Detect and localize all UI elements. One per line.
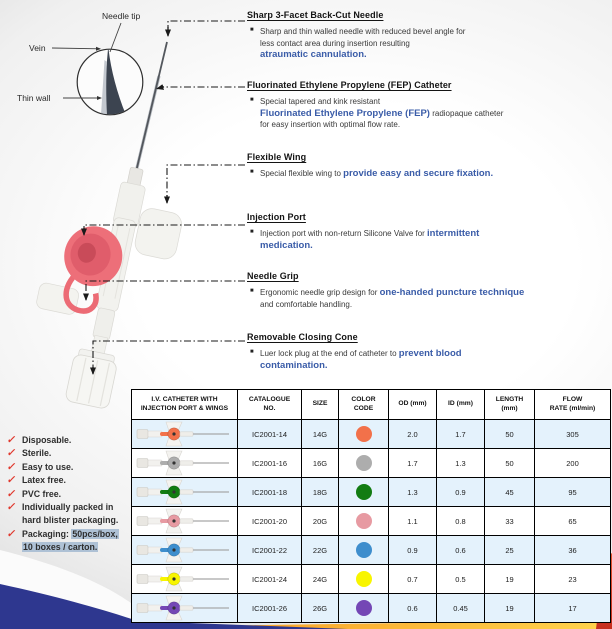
needle-shaft-illustration (135, 42, 167, 176)
feature-section (247, 332, 607, 371)
length-cell: 25 (485, 536, 535, 565)
column-header: SIZE (302, 390, 339, 420)
table-header-row (132, 390, 611, 420)
text-line: Sharp and thin walled needle with reduced bevel angle for (260, 27, 466, 36)
length-cell: 50 (485, 449, 535, 478)
od-cell: 1.1 (389, 507, 437, 536)
table-row (132, 449, 611, 478)
text-line: Fluorinated Ethylene Propylene (FEP) radiopaque catheter (260, 107, 504, 119)
device-image-cell (132, 449, 238, 478)
text-line: Easy to use. (22, 461, 74, 472)
text-line: Ergonomic needle grip design for one-handed puncture technique (260, 287, 525, 298)
feature-title: Needle Grip (247, 271, 299, 281)
bullet-icon: ■ (250, 288, 254, 294)
checklist-item (7, 447, 135, 460)
column-header: I.V. CATHETER WITH INJECTION PORT & WINGS (132, 390, 238, 420)
catalogue-cell: IC2001-18 (238, 478, 302, 507)
id-cell: 1.7 (437, 420, 485, 449)
text-line: Packaging: 50pcs/box, (22, 528, 118, 539)
needle-tip-pointer-line (110, 23, 121, 52)
text-line: and comfortable handling. (260, 299, 353, 309)
catalogue-cell: IC2001-22 (238, 536, 302, 565)
device-image-cell (132, 565, 238, 594)
leader-closing-cone (93, 341, 245, 368)
text-line: for easy insertion with optimal flow rate. (260, 120, 401, 129)
table-row (132, 507, 611, 536)
text-line: hard blister packaging. (22, 515, 119, 526)
color-code-dot (356, 513, 372, 529)
color-code-cell (339, 449, 389, 478)
column-header: LENGTH (mm) (485, 390, 535, 420)
length-cell: 33 (485, 507, 535, 536)
text-line: Special tapered and kink resistant (260, 97, 381, 106)
color-code-dot (356, 484, 372, 500)
feature-section (247, 152, 607, 180)
color-code-dot (356, 455, 372, 471)
text-line: Luer lock plug at the end of catheter to prevent blood (260, 348, 462, 359)
text-line: 10 boxes / carton. (23, 542, 98, 553)
device-image-cell (132, 478, 238, 507)
column-header: COLOR CODE (339, 390, 389, 420)
flow-cell: 95 (535, 478, 611, 507)
color-code-dot (356, 600, 372, 616)
device-image-cell (132, 536, 238, 565)
color-code-cell (339, 536, 389, 565)
size-cell: 20G (302, 507, 339, 536)
checklist-item (7, 528, 135, 555)
text-line: Latex free. (22, 475, 67, 486)
table-row (132, 565, 611, 594)
catheter-thumbnail (136, 421, 234, 447)
size-cell: 22G (302, 536, 339, 565)
checkmark-icon: ✓ (5, 447, 18, 460)
table-row (132, 536, 611, 565)
catheter-thumbnail (136, 479, 234, 505)
column-header: OD (mm) (389, 390, 437, 420)
checkmark-icon: ✓ (5, 460, 18, 473)
color-code-cell (339, 478, 389, 507)
id-cell: 0.9 (437, 478, 485, 507)
feature-title: Sharp 3-Facet Back-Cut Needle (247, 10, 384, 20)
thin-wall-label: Thin wall (17, 93, 51, 103)
color-code-cell (339, 565, 389, 594)
needle-tip-label: Needle tip (102, 11, 141, 21)
size-cell: 14G (302, 420, 339, 449)
feature-section (247, 271, 607, 310)
features-column (247, 0, 607, 388)
size-cell: 26G (302, 594, 339, 623)
text-line: Disposable. (22, 435, 72, 445)
specification-table (131, 389, 611, 623)
color-code-cell (339, 507, 389, 536)
id-cell: 1.3 (437, 449, 485, 478)
od-cell: 1.7 (389, 449, 437, 478)
checkmark-icon: ✓ (5, 501, 18, 514)
bullet-icon: ■ (250, 97, 254, 103)
bullet-icon: ■ (250, 349, 254, 355)
checklist-item (7, 501, 135, 528)
catheter-thumbnail (136, 508, 234, 534)
catheter-thumbnail (136, 450, 234, 476)
text-line: medication. (260, 239, 313, 251)
length-cell: 50 (485, 420, 535, 449)
size-cell: 16G (302, 449, 339, 478)
flow-cell: 17 (535, 594, 611, 623)
vein-label: Vein (29, 43, 46, 53)
id-cell: 0.45 (437, 594, 485, 623)
size-cell: 24G (302, 565, 339, 594)
leader-sharp-needle (168, 21, 245, 28)
column-header: ID (mm) (437, 390, 485, 420)
od-cell: 2.0 (389, 420, 437, 449)
flow-cell: 200 (535, 449, 611, 478)
id-cell: 0.5 (437, 565, 485, 594)
od-cell: 0.7 (389, 565, 437, 594)
column-header: CATALOGUE NO. (238, 390, 302, 420)
checkmark-icon: ✓ (5, 487, 18, 500)
closing-cone (65, 353, 118, 409)
checklist-item (7, 488, 135, 501)
checklist-item (7, 461, 135, 474)
product-checklist (7, 434, 135, 555)
text-line: atraumatic cannulation. (260, 49, 367, 60)
size-cell: 18G (302, 478, 339, 507)
checkmark-icon: ✓ (5, 527, 18, 540)
vein-pointer-line (52, 48, 100, 49)
feature-title: Injection Port (247, 212, 306, 222)
color-code-dot (356, 542, 372, 558)
color-code-dot (356, 571, 372, 587)
color-code-cell (339, 594, 389, 623)
feature-section (247, 212, 607, 251)
feature-title: Removable Closing Cone (247, 332, 358, 342)
catheter-thumbnail (136, 537, 234, 563)
color-code-dot (356, 426, 372, 442)
length-cell: 19 (485, 594, 535, 623)
od-cell: 0.9 (389, 536, 437, 565)
flow-cell: 305 (535, 420, 611, 449)
od-cell: 0.6 (389, 594, 437, 623)
leader-flexible-wing (167, 165, 245, 196)
catheter-device-illustration (18, 154, 192, 417)
flow-cell: 65 (535, 507, 611, 536)
column-header: FLOW RATE (ml/min) (535, 390, 611, 420)
text-line: Sterile. (22, 448, 52, 459)
catheter-thumbnail (136, 566, 234, 592)
device-image-cell (132, 507, 238, 536)
checkmark-icon: ✓ (5, 474, 18, 487)
bullet-icon: ■ (250, 27, 254, 33)
text-line: PVC free. (22, 488, 62, 499)
length-cell: 19 (485, 565, 535, 594)
catalogue-cell: IC2001-26 (238, 594, 302, 623)
checkmark-icon: ✓ (5, 434, 18, 446)
text-line: Injection port with non-return Silicone Valve for intermittent (260, 228, 480, 239)
device-image-cell (132, 420, 238, 449)
color-code-cell (339, 420, 389, 449)
id-cell: 0.8 (437, 507, 485, 536)
catalogue-cell: IC2001-24 (238, 565, 302, 594)
catalogue-cell: IC2001-20 (238, 507, 302, 536)
device-image-cell (132, 594, 238, 623)
text-line: Individually packed in (22, 502, 114, 513)
catalogue-cell: IC2001-16 (238, 449, 302, 478)
catalogue-cell: IC2001-14 (238, 420, 302, 449)
text-line: Special flexible wing to provide easy and secure fixation. (260, 168, 494, 179)
feature-title: Fluorinated Ethylene Propylene (FEP) Catheter (247, 80, 452, 90)
table-row (132, 420, 611, 449)
table-row (132, 594, 611, 623)
table-row (132, 478, 611, 507)
feature-section (247, 80, 607, 131)
checklist-item (7, 474, 135, 487)
bullet-icon: ■ (250, 229, 254, 235)
text-line: contamination. (260, 359, 328, 371)
catheter-thumbnail (136, 595, 234, 621)
bullet-icon: ■ (250, 169, 254, 175)
feature-section (247, 10, 607, 61)
od-cell: 1.3 (389, 478, 437, 507)
magnifier-detail (17, 11, 143, 115)
flow-cell: 36 (535, 536, 611, 565)
length-cell: 45 (485, 478, 535, 507)
feature-title: Flexible Wing (247, 152, 307, 162)
flow-cell: 23 (535, 565, 611, 594)
checklist-item (7, 434, 135, 447)
text-line: less contact area during insertion resulting (260, 38, 410, 48)
id-cell: 0.6 (437, 536, 485, 565)
